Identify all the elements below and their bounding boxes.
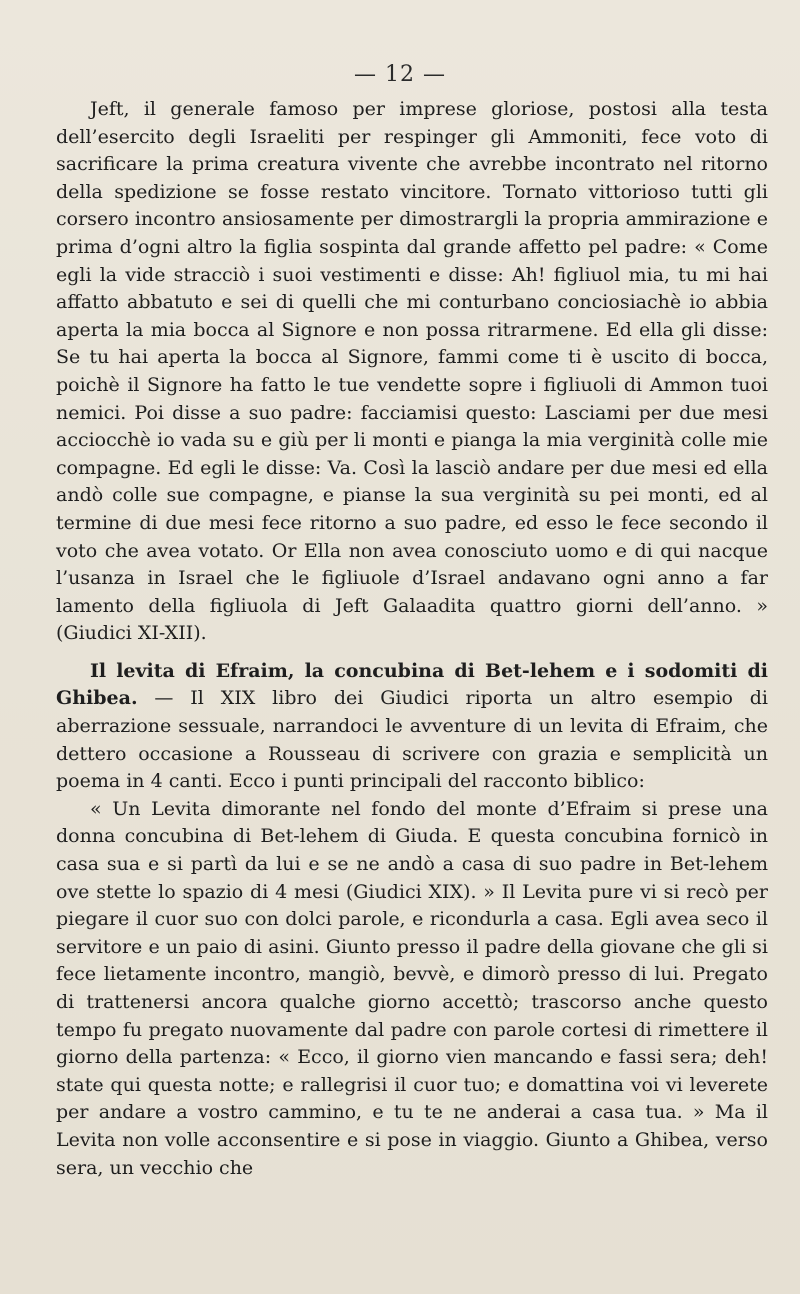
paragraph-levita-text: — Il XIX libro dei Giudici riporta un altro esempio di aberrazione sessuale, narrandoci le avventure di un levita di Efraim, che dettero occasione a Rousseau di scrivere con grazia e semplicità un poema in 4 canti. Ecco i punti principali del racconto biblico: — [56, 687, 768, 793]
paragraph-levita — [56, 658, 768, 796]
paragraph-jeft: Jeft, il generale famoso per imprese gloriose, postosi alla testa dell’esercito degli Israeliti per respinger gli Ammoniti, fece voto di sacrificare la prima creatura vivente che avrebbe incontrato nel ritorno della spedizione se fosse restato vincitore. Tornato vittorioso tutti gli corsero incontro ansiosamente per dimostrargli la propria ammirazione e prima d’ogni altro la figlia sospinta dal grande affetto pel padre: « Come egli la vide stracciò i suoi vestimenti e disse: Ah! figliuol mia, tu mi hai affatto abbatuto e sei di quelli che mi conturbano conciosiachè io abbia aperta la mia bocca al Signore e non possa ritrarmene. Ed ella gli disse: Se tu hai aperta la bocca al Signore, fammi come ti è uscito di bocca, poichè il Signore ha fatto le tue vendette sopre i figliuoli di Ammon tuoi nemici. Poi disse a suo padre: facciamisi questo: Lasciami per due mesi acciocchè io vada su e giù per li monti e pianga la mia verginità colle mie compagne. Ed egli le disse: Va. Così la lasciò andare per due mesi ed ella andò colle sue compagne, e pianse la sua verginità su pei monti, ed al termine di due mesi fece ritorno a suo padre, ed esso le fece secondo il voto che avea votato. Or Ella non avea conosciuto uomo e di qui nacque l’usanza in Israel che le figliuole d’Israel andavano ogni anno a far lamento della figliuola di Jeft Galaadita quattro giorni dell’anno. » (Giudici XI-XII). — [56, 98, 768, 645]
body-text — [56, 96, 768, 1182]
section-heading: Il levita di Efraim, la concubina di Bet-lehem e i sodomiti di Ghibea. — [56, 659, 768, 710]
paragraph-quote: « Un Levita dimorante nel fondo del monte d’Efraim si prese una donna concubina di Bet-lehem di Giuda. E questa concubina fornicò in casa sua e si partì da lui e se ne andò a casa di suo padre in Bet-lehem ove stette lo spazio di 4 mesi (Giudici XIX). » Il Levita pure vi si recò per piegare il cuor suo con dolci parole, e ricondurla a casa. Egli avea seco il servitore e un paio di asini. Giunto presso il padre della giovane che gli si fece lietamente incontro, mangiò, bevvè, e dimorò presso di lui. Pregato di trattenersi ancora qualche giorno accettò; trascorso anche questo tempo fu pregato nuovamente dal padre con parole cortesi di rimettere il giorno della partenza: « Ecco, il giorno vien mancando e fassi sera; deh! state qui questa notte; e rallegrisi il cuor tuo; e domattina voi vi leverete per andare a vostro cammino, e tu te ne anderai a casa tua. » Ma il Levita non volle acconsentire e si pose in viaggio. Giunto a Ghibea, verso sera, un vecchio che — [56, 797, 768, 1179]
page-number: — 12 — — [354, 62, 446, 87]
